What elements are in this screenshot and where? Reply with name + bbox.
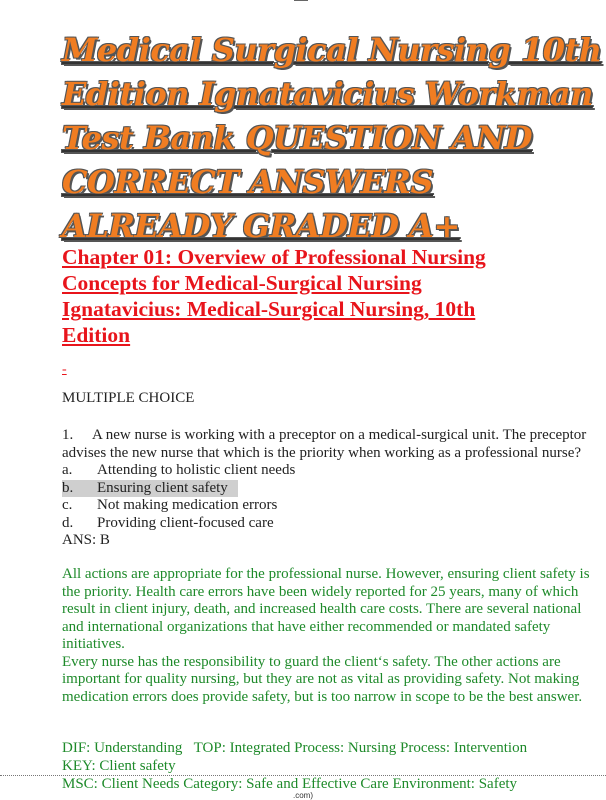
rationale-paragraph-1: All actions are appropriate for the professional nurse. However, ensuring client safety is the priority. Health care errors have been widely reported for 25 years, many of which result in client injury, death, and increased health care costs. There are several national and international organizations that have either recommended or mandated safety initiatives. [62,566,590,652]
title-line-3: Test Bank QUESTION AND [62,119,532,157]
option-letter: d. [62,514,74,531]
option-text: Providing client-focused care [97,514,274,531]
question-metadata [62,739,602,793]
chapter-line-2: Concepts for Medical-Surgical Nursing [62,271,422,295]
footer-divider [0,775,606,776]
title-line-2: Edition Ignatavicius Workman [62,75,593,113]
option-c [62,497,592,515]
chapter-line-4: Edition [62,323,131,347]
option-d [62,515,592,533]
title-line-5: ALREADY GRADED A+ [62,207,460,245]
option-letter: a. [62,462,73,478]
section-heading: MULTIPLE CHOICE [62,390,195,406]
chapter-line-1: Chapter 01: Overview of Professional Nursing [62,245,486,269]
question-block [62,427,592,550]
underline-mark: - [62,362,67,377]
chapter-heading [62,244,592,348]
document-title [62,28,602,248]
option-b-highlighted [62,480,238,498]
key-topic: KEY: Client safety [62,758,176,774]
answer-key: ANS: B [62,532,110,548]
rationale [62,566,597,706]
option-text: Ensuring client safety [97,479,228,496]
option-letter: c. [62,497,73,513]
chapter-line-3: Ignatavicius: Medical-Surgical Nursing, 10th [62,297,476,321]
option-text: Attending to holistic client needs [97,462,296,478]
rationale-paragraph-2: Every nurse has the responsibility to guard the client‘s safety. The other actions are important for quality nursing, but they are not as vital as providing safety. Not making medication errors does provide safety, but is too narrow in scope to be the best answer. [62,653,583,705]
option-letter: b. [62,479,74,496]
title-line-4: CORRECT ANSWERS [62,163,434,201]
title-line-1: Medical Surgical Nursing 10th [62,31,602,69]
top-divider [294,0,308,1]
msc-category: MSC: Client Needs Category: Safe and Effective Care Environment: Safety [62,776,518,792]
page-footer: .com) [293,791,313,800]
question-text: 1. A new nurse is working with a preceptor on a medical-surgical unit. The preceptor advises the new nurse that which is the priority when working as a professional nurse? [62,427,587,461]
option-a [62,462,592,480]
difficulty-topic: DIF: Understanding TOP: Integrated Process: Nursing Process: Intervention [62,740,528,756]
option-text: Not making medication errors [97,497,278,513]
